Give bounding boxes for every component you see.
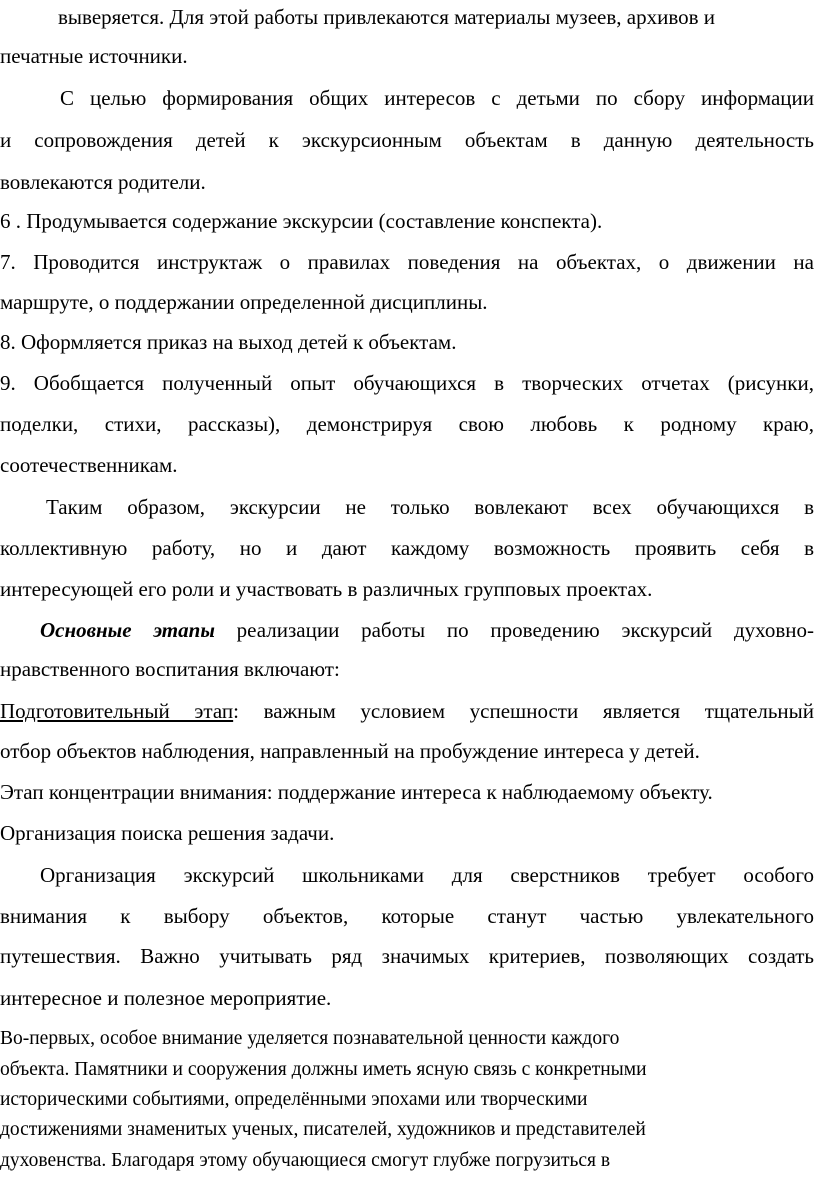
text-line: соотечественникам. xyxy=(0,453,178,477)
text-line: отбор объектов наблюдения, направленный на пробуждение интереса у детей. xyxy=(0,739,700,763)
text-line: интересующей его роли и участвовать в различных групповых проектах. xyxy=(0,577,653,601)
text-line: печатные источники. xyxy=(0,44,188,68)
text-line: нравственного воспитания включают: xyxy=(0,657,340,681)
text-line: поделки, стихи, рассказы), демонстрируя свою любовь к родному краю, xyxy=(0,412,814,436)
text-line: С целью формирования общих интересов с детьми по сбору информации xyxy=(60,86,814,110)
text-line: 6 . Продумывается содержание экскурсии (составление конспекта). xyxy=(0,209,603,233)
text-line: достижениями знаменитых ученых, писателей, художников и представителей xyxy=(0,1119,646,1140)
text-line: путешествия. Важно учитывать ряд значимых критериев, позволяющих создать xyxy=(0,944,814,968)
text-line: Таким образом, экскурсии не только вовлекают всех обучающихся в xyxy=(46,495,814,519)
text-line: Организация поиска решения задачи. xyxy=(0,821,335,845)
text-line: и сопровождения детей к экскурсионным объектам в данную деятельность xyxy=(0,128,814,152)
text-line: Во-первых, особое внимание уделяется познавательной ценности каждого xyxy=(0,1028,620,1049)
emphasis-text: Основные этапы xyxy=(40,618,215,642)
text-line: Этап концентрации внимания: поддержание интереса к наблюдаемому объекту. xyxy=(0,780,713,804)
text-line: внимания к выбору объектов, которые станут частью увлекательного xyxy=(0,904,814,928)
text-line: духовенства. Благодаря этому обучающиеся смогут глубже погрузиться в xyxy=(0,1150,611,1171)
text-line: 8. Оформляется приказ на выход детей к объектам. xyxy=(0,330,457,354)
text-line: объекта. Памятники и сооружения должны иметь ясную связь с конкретными xyxy=(0,1059,647,1080)
text-line: маршруте, о поддержании определенной дисциплины. xyxy=(0,290,488,314)
text-line: вовлекаются родители. xyxy=(0,170,206,194)
text-line: коллективную работу, но и дают каждому возможность проявить себя в xyxy=(0,536,814,560)
text-line: историческими событиями, определёнными эпохами или творческими xyxy=(0,1089,588,1110)
text-line: Организация экскурсий школьниками для сверстников требует особого xyxy=(40,863,814,887)
text-line: 7. Проводится инструктаж о правилах поведения на объектах, о движении на xyxy=(0,250,814,274)
text-line: Подготовительный этап: важным условием успешности является тщательный xyxy=(0,699,814,723)
text-line: интересное и полезное мероприятие. xyxy=(0,986,332,1010)
text-line: выверяется. Для этой работы привлекаются материалы музеев, архивов и xyxy=(58,5,715,29)
text-line: Основные этапы реализации работы по проведению экскурсий духовно- xyxy=(40,618,814,642)
text-line: 9. Обобщается полученный опыт обучающихся в творческих отчетах (рисунки, xyxy=(0,371,814,395)
underlined-term: Подготовительный этап xyxy=(0,699,234,723)
